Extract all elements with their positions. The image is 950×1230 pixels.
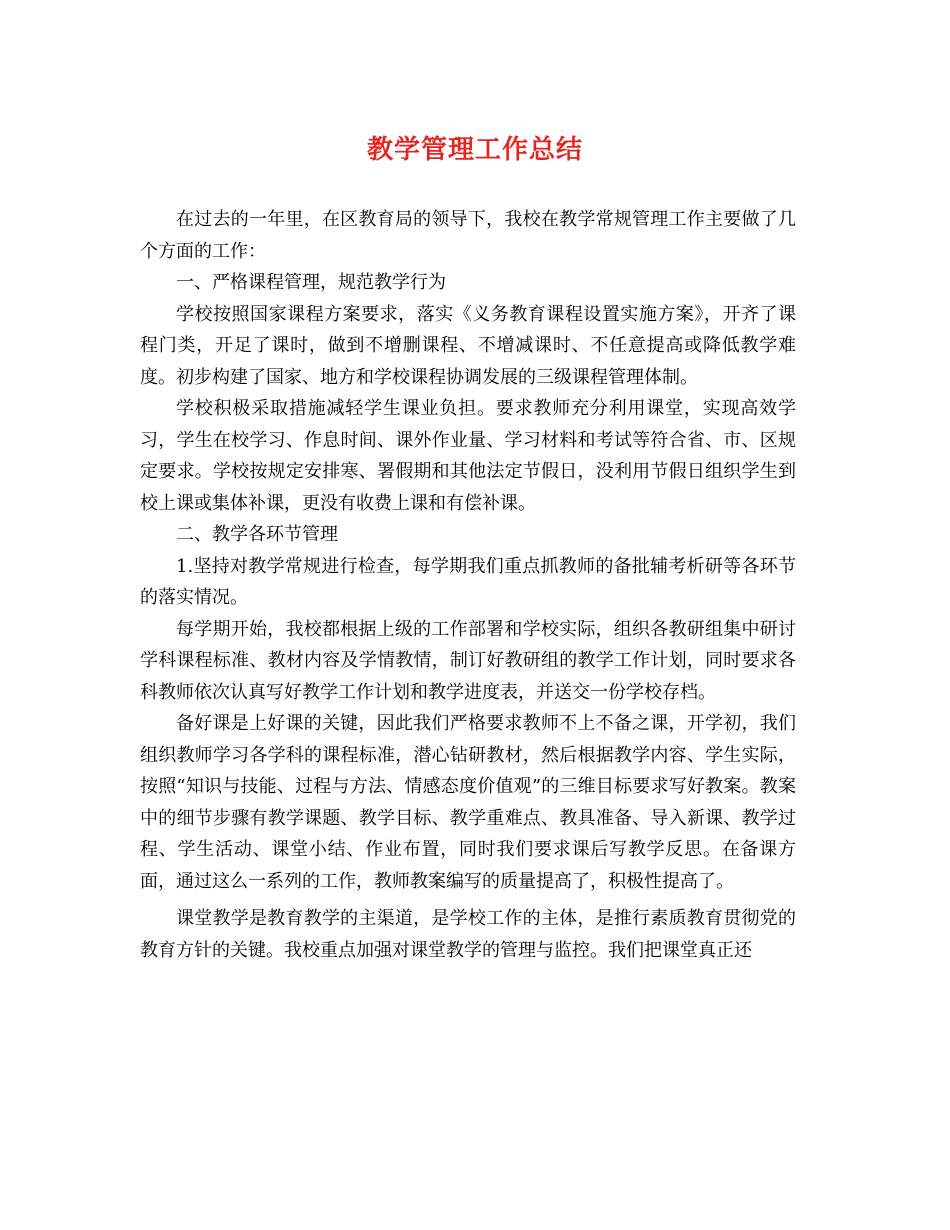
paragraph: 备好课是上好课的关键，因此我们严格要求教师不上不备之课，开学初，我们组织教师学习各学科的课程标准，潜心钻研教材，然后根据教学内容、学生实际，按照“知识与技能、过程与方法、情感态度价值观”的三维目标要求写好教案。教案中的细节步骤有教学课题、教学目标、教学重难点、教具准备、导入新课、教学过程、学生活动、课堂小结、作业布置，同时我们要求课后写教学反思。在备课方面，通过这么一系列的工作，教师教案编写的质量提高了，积极性提高了。 bbox=[140, 713, 796, 892]
paragraph: 课堂教学是教育教学的主渠道，是学校工作的主体，是推行素质教育贯彻党的教育方针的关键。我校重点加强对课堂教学的管理与监控。我们把课堂真正还 bbox=[140, 908, 796, 961]
section-heading-1: 一、严格课程管理，规范教学行为 bbox=[176, 272, 446, 293]
document-title: 教学管理工作总结 bbox=[366, 135, 583, 165]
section-heading-2: 二、教学各环节管理 bbox=[176, 524, 338, 545]
paragraph: 每学期开始，我校都根据上级的工作部署和学校实际，组织各教研组集中研讨学科课程标准、教材内容及学情教情，制订好教研组的教学工作计划，同时要求各科教师依次认真写好教学工作计划和教学进度表，并送交一份学校存档。 bbox=[140, 618, 796, 703]
paragraph: 学校按照国家课程方案要求，落实《义务教育课程设置实施方案》，开齐了课程门类，开足了课时，做到不增删课程、不增减课时、不任意提高或降低教学难度。初步构建了国家、地方和学校课程协调发展的三级课程管理体制。 bbox=[140, 303, 796, 388]
paragraph-intro: 在过去的一年里，在区教育局的领导下，我校在教学常规管理工作主要做了几个方面的工作： bbox=[140, 209, 796, 262]
paragraph: 学校积极采取措施减轻学生课业负担。要求教师充分利用课堂，实现高效学习，学生在校学习、作息时间、课外作业量、学习材料和考试等符合省、市、区规定要求。学校按规定安排寒、署假期和其他法定节假日，没利用节假日组织学生到校上课或集体补课，更没有收费上课和有偿补课。 bbox=[140, 398, 796, 514]
paragraph: 1.坚持对教学常规进行检查，每学期我们重点抓教师的备批辅考析研等各环节的落实情况。 bbox=[140, 555, 796, 608]
document-body bbox=[140, 204, 796, 966]
